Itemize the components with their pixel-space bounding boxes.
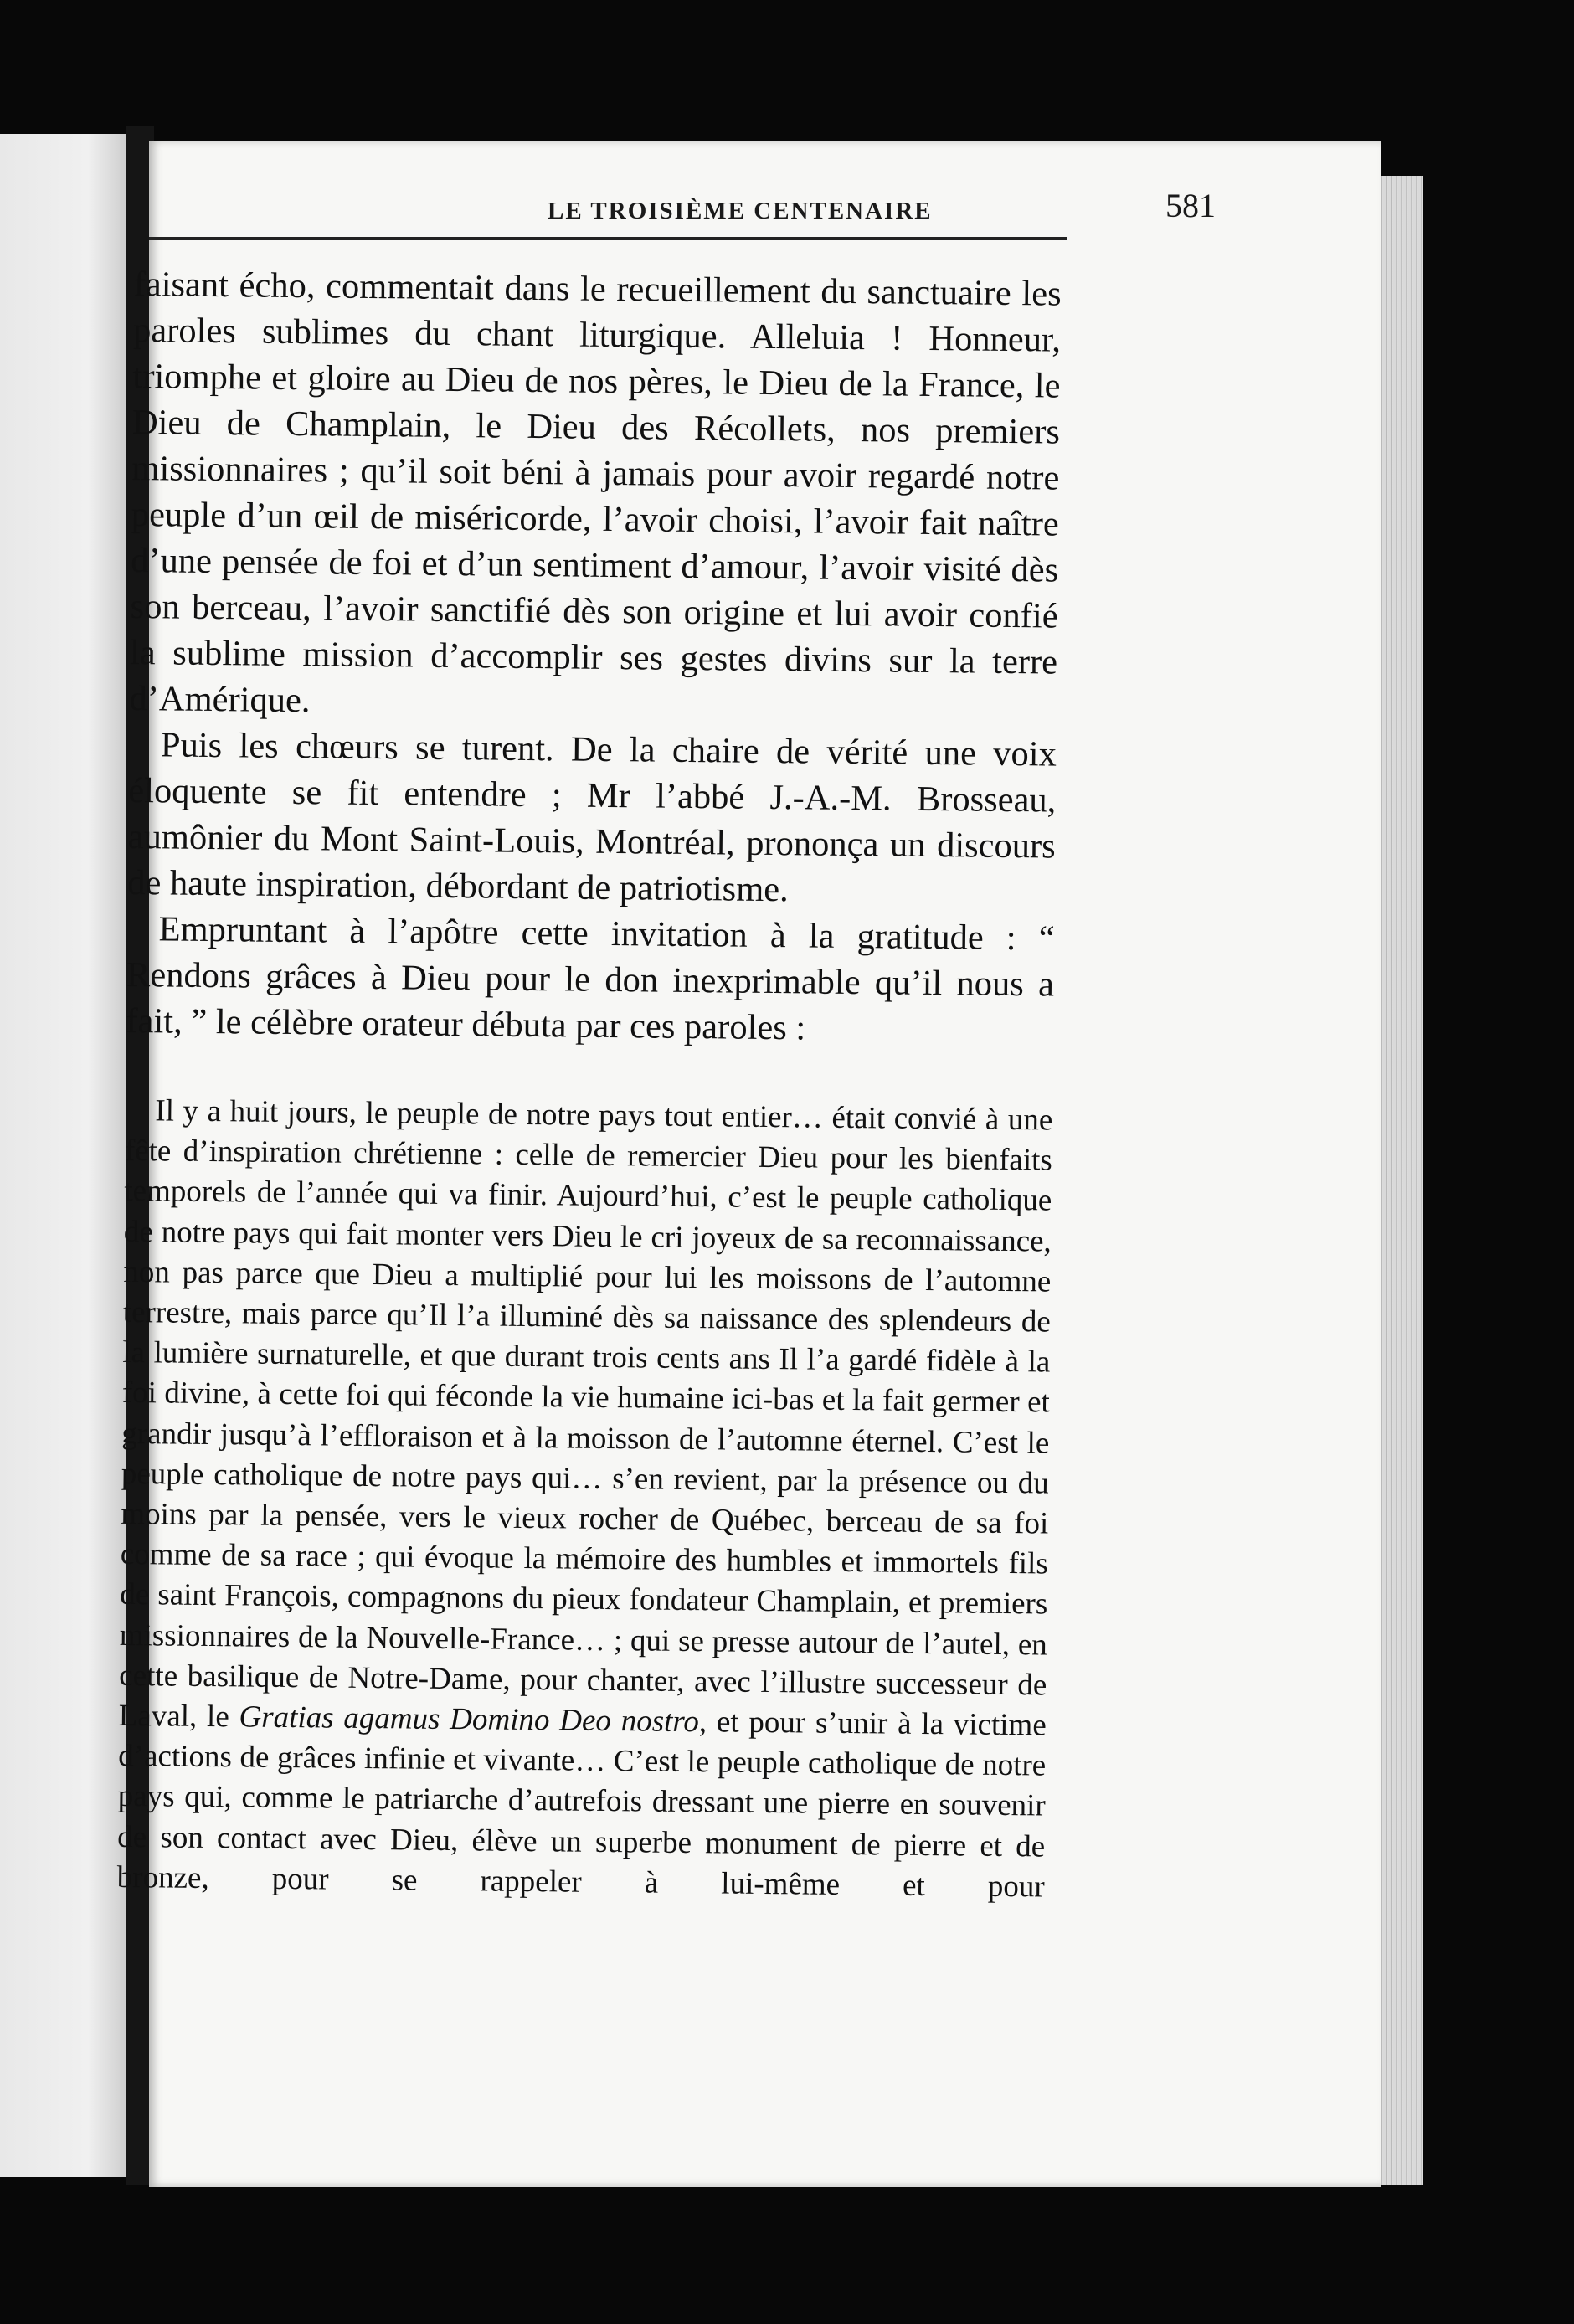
running-title: LE TROISIÈME CENTENAIRE (548, 198, 933, 224)
quote-text-part-2: , et pour s’unir à la victime d’actions de grâces infinie et vivante… C’est le peuple catholique de notre pays qui, comme le patriarche d’autrefois dressant une pierre en souvenir de son contact avec Dieu, élève un superbe monument de pierre et de bronze, pour se rappeler à lui-même et pour (116, 1704, 1047, 1905)
facing-page-edge (0, 134, 126, 2177)
page-header (142, 183, 1216, 233)
paragraph-1: faisant écho, commentait dans le recueillement du sanctuaire les paroles sublimes du chant liturgique. Alleluia ! Honneur, triomphe et gloire au Dieu de nos pères, le Dieu de la France, le Dieu de Champlain, le Dieu des Récollets, nos premiers missionnaires ; qu’il soit béni à jamais pour avoir regardé notre peuple d’un œil de miséricorde, l’avoir choisi, l’avoir fait naître d’une pensée de foi et d’un sentiment d’amour, l’avoir visité dès son berceau, l’avoir sanctifié dès son origine et lui avoir confié la sublime mission d’accomplir ses gestes divins sur la terre d’Amérique. (129, 264, 1062, 721)
body-text (116, 261, 1062, 1939)
page-number: 581 (1165, 187, 1216, 224)
quote-latin-italic: Gratias agamus Domino Deo nostro (239, 1699, 700, 1740)
sermon-quote (117, 1091, 1053, 1908)
header-rule (149, 237, 1067, 240)
quote-text-part-1: Il y a huit jours, le peuple de notre pays tout entier… était convié à une fête d’inspiration chrétienne : celle de remercier Dieu pour les bienfaits temporels de l’année qui va finir. Aujourd’hui, c’est le peuple catholique de notre pays qui fait monter vers Dieu le cri joyeux de sa reconnaissance, non pas parce que Dieu a multiplié pour lui les moissons de l’automne terrestre, mais parce qu’Il l’a illuminé dès sa naissance des splendeurs de la lumière surnaturelle, et que durant trois cents ans Il l’a gardé fidèle à la foi divine, à cette foi qui féconde la vie humaine ici-bas et la fait germer et grandir jusqu’à l’effloraison et à la moisson de l’automne éternel. C’est le peuple catholique de notre pays qui… s’en revient, par la présence ou du moins par la pensée, vers le vieux rocher de Québec, berceau de sa foi comme de sa race ; qui évoque la mémoire des humbles et immortels fils de saint François, compagnons du pieux fondateur Champlain, et premiers missionnaires de la Nouvelle-France… ; qui se presse autour de l’autel, en cette basilique de Notre-Dame, pour chanter, avec l’illustre successeur de Laval, le (118, 1093, 1053, 1735)
paragraph-3: Empruntant à l’apôtre cette invitation à la gratitude : “ Rendons grâces à Dieu pour le don inexprimable qu’il nous a fait, ” le célèbre orateur débuta par ces paroles : (126, 909, 1055, 1048)
paragraph-2: Puis les chœurs se turent. De la chaire de vérité une voix éloquente se fit entendre ; Mr l’abbé J.-A.-M. Brosseau, aumônier du Mont Saint-Louis, Montréal, prononça un discours de haute inspiration, débordant de patriotisme. (126, 725, 1057, 910)
